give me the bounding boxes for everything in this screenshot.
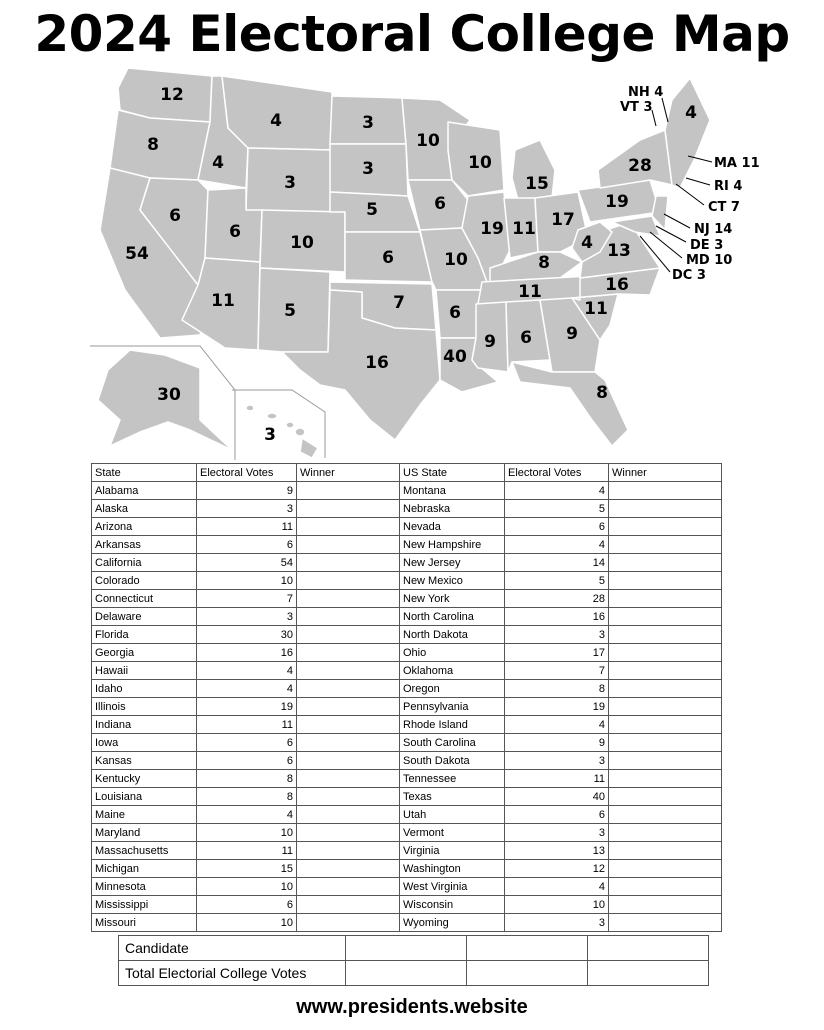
state-name: Indiana xyxy=(92,716,197,734)
electoral-votes: 16 xyxy=(505,608,609,626)
winner-cell[interactable] xyxy=(297,752,400,770)
table-row xyxy=(92,860,722,878)
total-votes-label: Total Electorial College Votes xyxy=(119,961,346,986)
website-footer[interactable]: www.presidents.website xyxy=(296,996,528,1018)
state-new-england xyxy=(665,78,710,188)
table-row xyxy=(92,536,722,554)
electoral-votes: 11 xyxy=(505,770,609,788)
winner-cell[interactable] xyxy=(609,914,722,932)
state-vote-label: 54 xyxy=(125,244,149,264)
state-callout-label: VT 3 xyxy=(620,100,653,115)
winner-cell[interactable] xyxy=(609,896,722,914)
state-name: Connecticut xyxy=(92,590,197,608)
table-header-row xyxy=(92,464,722,482)
state-name: Arkansas xyxy=(92,536,197,554)
winner-cell[interactable] xyxy=(609,698,722,716)
electoral-votes: 3 xyxy=(197,500,297,518)
state-callout-label: DC 3 xyxy=(672,268,706,283)
state-name: Montana xyxy=(400,482,505,500)
table-row xyxy=(92,482,722,500)
state-name: Ohio xyxy=(400,644,505,662)
winner-cell[interactable] xyxy=(297,518,400,536)
state-name: Colorado xyxy=(92,572,197,590)
electoral-votes: 11 xyxy=(197,518,297,536)
table-row xyxy=(92,698,722,716)
electoral-votes: 3 xyxy=(505,914,609,932)
electoral-votes: 12 xyxy=(505,860,609,878)
state-vote-label: 11 xyxy=(211,291,235,311)
state-name: Missouri xyxy=(92,914,197,932)
state-name: New Hampshire xyxy=(400,536,505,554)
electoral-votes: 8 xyxy=(505,680,609,698)
winner-cell[interactable] xyxy=(609,608,722,626)
state-vote-label: 6 xyxy=(520,328,532,348)
state-name: New York xyxy=(400,590,505,608)
state-vote-label: 5 xyxy=(284,301,296,321)
winner-cell[interactable] xyxy=(297,806,400,824)
table-row xyxy=(92,896,722,914)
winner-cell[interactable] xyxy=(297,770,400,788)
electoral-votes: 7 xyxy=(197,590,297,608)
electoral-votes: 4 xyxy=(197,680,297,698)
winner-cell[interactable] xyxy=(297,716,400,734)
table-row xyxy=(92,770,722,788)
state-vote-label: 11 xyxy=(512,219,536,239)
state-name: Michigan xyxy=(92,860,197,878)
state-vote-label: 10 xyxy=(416,131,440,151)
winner-cell[interactable] xyxy=(297,734,400,752)
winner-cell[interactable] xyxy=(609,572,722,590)
state-vote-label: 19 xyxy=(605,192,629,212)
total-votes-cell[interactable] xyxy=(588,961,709,986)
winner-cell[interactable] xyxy=(609,806,722,824)
winner-cell[interactable] xyxy=(609,518,722,536)
state-name: Virginia xyxy=(400,842,505,860)
electoral-votes: 8 xyxy=(197,788,297,806)
electoral-votes: 6 xyxy=(197,752,297,770)
winner-cell[interactable] xyxy=(297,554,400,572)
state-callout-label: NH 4 xyxy=(628,85,664,100)
winner-cell[interactable] xyxy=(297,626,400,644)
table-row xyxy=(92,680,722,698)
state-vote-label: 5 xyxy=(366,200,378,220)
total-votes-cell[interactable] xyxy=(467,961,588,986)
table-row xyxy=(92,572,722,590)
state-vote-label: 6 xyxy=(382,248,394,268)
winner-cell[interactable] xyxy=(609,590,722,608)
state-name: Alaska xyxy=(92,500,197,518)
us-electoral-map xyxy=(0,0,824,460)
state-name: Nevada xyxy=(400,518,505,536)
electoral-votes: 40 xyxy=(505,788,609,806)
state-callout-label: CT 7 xyxy=(708,200,740,215)
state-name: Washington xyxy=(400,860,505,878)
winner-cell[interactable] xyxy=(609,770,722,788)
electoral-votes: 4 xyxy=(505,716,609,734)
electoral-votes: 10 xyxy=(197,914,297,932)
winner-cell[interactable] xyxy=(609,878,722,896)
state-name: Wyoming xyxy=(400,914,505,932)
header-electoral-votes: Electoral Votes xyxy=(197,464,297,482)
page-title: 2024 Electoral College Map xyxy=(34,5,790,63)
state-vote-label: 3 xyxy=(264,425,276,445)
electoral-votes: 3 xyxy=(197,608,297,626)
state-name: Mississippi xyxy=(92,896,197,914)
total-votes-row xyxy=(119,961,709,986)
state-name: North Dakota xyxy=(400,626,505,644)
state-name: Nebraska xyxy=(400,500,505,518)
state-name: West Virginia xyxy=(400,878,505,896)
state-name: Illinois xyxy=(92,698,197,716)
state-name: Vermont xyxy=(400,824,505,842)
winner-cell[interactable] xyxy=(609,554,722,572)
state-name: Florida xyxy=(92,626,197,644)
electoral-votes: 28 xyxy=(505,590,609,608)
table-row xyxy=(92,644,722,662)
state-vote-label: 17 xyxy=(551,210,575,230)
winner-cell[interactable] xyxy=(297,896,400,914)
winner-cell[interactable] xyxy=(609,644,722,662)
state-name: Oregon xyxy=(400,680,505,698)
electoral-votes: 5 xyxy=(505,572,609,590)
winner-cell[interactable] xyxy=(609,752,722,770)
state-vote-label: 6 xyxy=(449,303,461,323)
state-vote-label: 11 xyxy=(584,299,608,319)
state-name: Delaware xyxy=(92,608,197,626)
electoral-votes: 4 xyxy=(197,662,297,680)
electoral-votes: 13 xyxy=(505,842,609,860)
state-name: Rhode Island xyxy=(400,716,505,734)
candidate-cell[interactable] xyxy=(467,936,588,961)
state-callout-label: RI 4 xyxy=(714,179,743,194)
electoral-votes: 54 xyxy=(197,554,297,572)
winner-cell[interactable] xyxy=(297,572,400,590)
state-name: Pennsylvania xyxy=(400,698,505,716)
winner-cell[interactable] xyxy=(609,536,722,554)
header-electoral-votes-2: Electoral Votes xyxy=(505,464,609,482)
state-name: Louisiana xyxy=(92,788,197,806)
state-name: Minnesota xyxy=(92,878,197,896)
state-name: Texas xyxy=(400,788,505,806)
state-name: Massachusetts xyxy=(92,842,197,860)
state-vote-label: 15 xyxy=(525,174,549,194)
table-row xyxy=(92,554,722,572)
electoral-votes: 10 xyxy=(197,824,297,842)
electoral-votes: 6 xyxy=(197,734,297,752)
state-vote-label: 11 xyxy=(518,282,542,302)
state-vote-label: 4 xyxy=(685,103,697,123)
table-row xyxy=(92,914,722,932)
state-vote-label: 9 xyxy=(484,332,496,352)
table-row xyxy=(92,500,722,518)
winner-cell[interactable] xyxy=(609,626,722,644)
winner-cell[interactable] xyxy=(297,824,400,842)
state-name: Alabama xyxy=(92,482,197,500)
state-name: New Jersey xyxy=(400,554,505,572)
winner-cell[interactable] xyxy=(609,842,722,860)
electoral-votes: 6 xyxy=(197,536,297,554)
table-row xyxy=(92,752,722,770)
electoral-votes: 4 xyxy=(505,536,609,554)
electoral-votes: 19 xyxy=(197,698,297,716)
winner-cell[interactable] xyxy=(297,662,400,680)
electoral-votes: 6 xyxy=(505,806,609,824)
state-vote-label: 16 xyxy=(605,275,629,295)
state-florida xyxy=(512,362,628,446)
candidate-row xyxy=(119,936,709,961)
table-row xyxy=(92,878,722,896)
state-vote-label: 13 xyxy=(607,241,631,261)
candidate-cell[interactable] xyxy=(346,936,467,961)
total-votes-cell[interactable] xyxy=(346,961,467,986)
winner-cell[interactable] xyxy=(297,500,400,518)
state-name: Kansas xyxy=(92,752,197,770)
state-name: South Dakota xyxy=(400,752,505,770)
state-vote-label: 10 xyxy=(444,250,468,270)
state-vote-label: 6 xyxy=(229,222,241,242)
state-hawaii xyxy=(246,405,318,458)
state-vote-label: 8 xyxy=(538,253,550,273)
state-vote-label: 3 xyxy=(284,173,296,193)
state-name: North Carolina xyxy=(400,608,505,626)
table-row xyxy=(92,662,722,680)
electoral-votes: 9 xyxy=(197,482,297,500)
state-vote-label: 4 xyxy=(581,233,593,253)
table-row xyxy=(92,608,722,626)
winner-cell[interactable] xyxy=(609,662,722,680)
state-vote-label: 4 xyxy=(270,111,282,131)
table-row xyxy=(92,590,722,608)
state-name: Tennessee xyxy=(400,770,505,788)
winner-cell[interactable] xyxy=(297,842,400,860)
state-vote-label: 3 xyxy=(362,113,374,133)
state-name: New Mexico xyxy=(400,572,505,590)
electoral-votes: 17 xyxy=(505,644,609,662)
winner-cell[interactable] xyxy=(609,734,722,752)
winner-cell[interactable] xyxy=(297,590,400,608)
header-winner: Winner xyxy=(297,464,400,482)
state-vote-label: 12 xyxy=(160,85,184,105)
state-name: South Carolina xyxy=(400,734,505,752)
electoral-votes: 4 xyxy=(197,806,297,824)
table-row xyxy=(92,842,722,860)
state-vote-label: 8 xyxy=(147,135,159,155)
table-row xyxy=(92,734,722,752)
state-callout-label: MA 11 xyxy=(714,156,760,171)
electoral-votes: 19 xyxy=(505,698,609,716)
header-winner-2: Winner xyxy=(609,464,722,482)
winner-cell[interactable] xyxy=(297,680,400,698)
header-state: State xyxy=(92,464,197,482)
electoral-votes: 5 xyxy=(505,500,609,518)
winner-cell[interactable] xyxy=(609,716,722,734)
state-vote-label: 16 xyxy=(365,353,389,373)
winner-cell[interactable] xyxy=(609,482,722,500)
electoral-votes: 6 xyxy=(505,518,609,536)
electoral-votes: 10 xyxy=(505,896,609,914)
electoral-votes: 14 xyxy=(505,554,609,572)
electoral-votes: 10 xyxy=(197,572,297,590)
state-vote-label: 10 xyxy=(468,153,492,173)
state-name: Maine xyxy=(92,806,197,824)
winner-cell[interactable] xyxy=(297,914,400,932)
table-row xyxy=(92,788,722,806)
winner-cell[interactable] xyxy=(297,698,400,716)
electoral-votes: 4 xyxy=(505,878,609,896)
state-name: Utah xyxy=(400,806,505,824)
state-vote-label: 30 xyxy=(157,385,181,405)
state-vote-label: 6 xyxy=(434,194,446,214)
state-name: Arizona xyxy=(92,518,197,536)
state-callout-label: DE 3 xyxy=(690,238,724,253)
state-callout-label: MD 10 xyxy=(686,253,733,268)
electoral-votes: 4 xyxy=(505,482,609,500)
state-vote-label: 28 xyxy=(628,156,652,176)
winner-cell[interactable] xyxy=(609,824,722,842)
electoral-votes: 3 xyxy=(505,626,609,644)
table-row xyxy=(92,518,722,536)
state-vote-label: 9 xyxy=(566,324,578,344)
state-name: Wisconsin xyxy=(400,896,505,914)
candidate-label: Candidate xyxy=(119,936,346,961)
table-row xyxy=(92,824,722,842)
electoral-votes: 3 xyxy=(505,752,609,770)
state-name: Oklahoma xyxy=(400,662,505,680)
state-name: Georgia xyxy=(92,644,197,662)
electoral-votes-table xyxy=(91,463,722,932)
winner-cell[interactable] xyxy=(297,878,400,896)
state-name: California xyxy=(92,554,197,572)
electoral-votes: 8 xyxy=(197,770,297,788)
state-oregon xyxy=(110,110,210,180)
winner-cell[interactable] xyxy=(297,860,400,878)
electoral-votes: 7 xyxy=(505,662,609,680)
state-vote-label: 8 xyxy=(596,383,608,403)
electoral-votes: 6 xyxy=(197,896,297,914)
winner-cell[interactable] xyxy=(297,608,400,626)
winner-cell[interactable] xyxy=(609,500,722,518)
electoral-votes: 11 xyxy=(197,716,297,734)
state-name: Idaho xyxy=(92,680,197,698)
table-row xyxy=(92,716,722,734)
state-vote-label: 4 xyxy=(212,153,224,173)
winner-cell[interactable] xyxy=(297,644,400,662)
state-vote-label: 19 xyxy=(480,219,504,239)
electoral-votes: 9 xyxy=(505,734,609,752)
candidate-tally-table xyxy=(118,935,709,986)
state-vote-label: 6 xyxy=(169,206,181,226)
winner-cell[interactable] xyxy=(609,788,722,806)
state-name: Maryland xyxy=(92,824,197,842)
state-callout-label: NJ 14 xyxy=(694,222,733,237)
electoral-votes: 3 xyxy=(505,824,609,842)
state-vote-label: 40 xyxy=(443,347,467,367)
electoral-votes: 30 xyxy=(197,626,297,644)
winner-cell[interactable] xyxy=(297,788,400,806)
state-vote-label: 10 xyxy=(290,233,314,253)
state-name: Iowa xyxy=(92,734,197,752)
table-row xyxy=(92,806,722,824)
candidate-cell[interactable] xyxy=(588,936,709,961)
winner-cell[interactable] xyxy=(609,680,722,698)
electoral-votes: 10 xyxy=(197,878,297,896)
state-vote-label: 3 xyxy=(362,159,374,179)
state-name: Kentucky xyxy=(92,770,197,788)
electoral-votes: 11 xyxy=(197,842,297,860)
table-row xyxy=(92,626,722,644)
state-name: Hawaii xyxy=(92,662,197,680)
header-us-state: US State xyxy=(400,464,505,482)
electoral-votes: 15 xyxy=(197,860,297,878)
electoral-votes: 16 xyxy=(197,644,297,662)
winner-cell[interactable] xyxy=(609,860,722,878)
winner-cell[interactable] xyxy=(297,482,400,500)
state-vote-label: 7 xyxy=(393,293,405,313)
winner-cell[interactable] xyxy=(297,536,400,554)
